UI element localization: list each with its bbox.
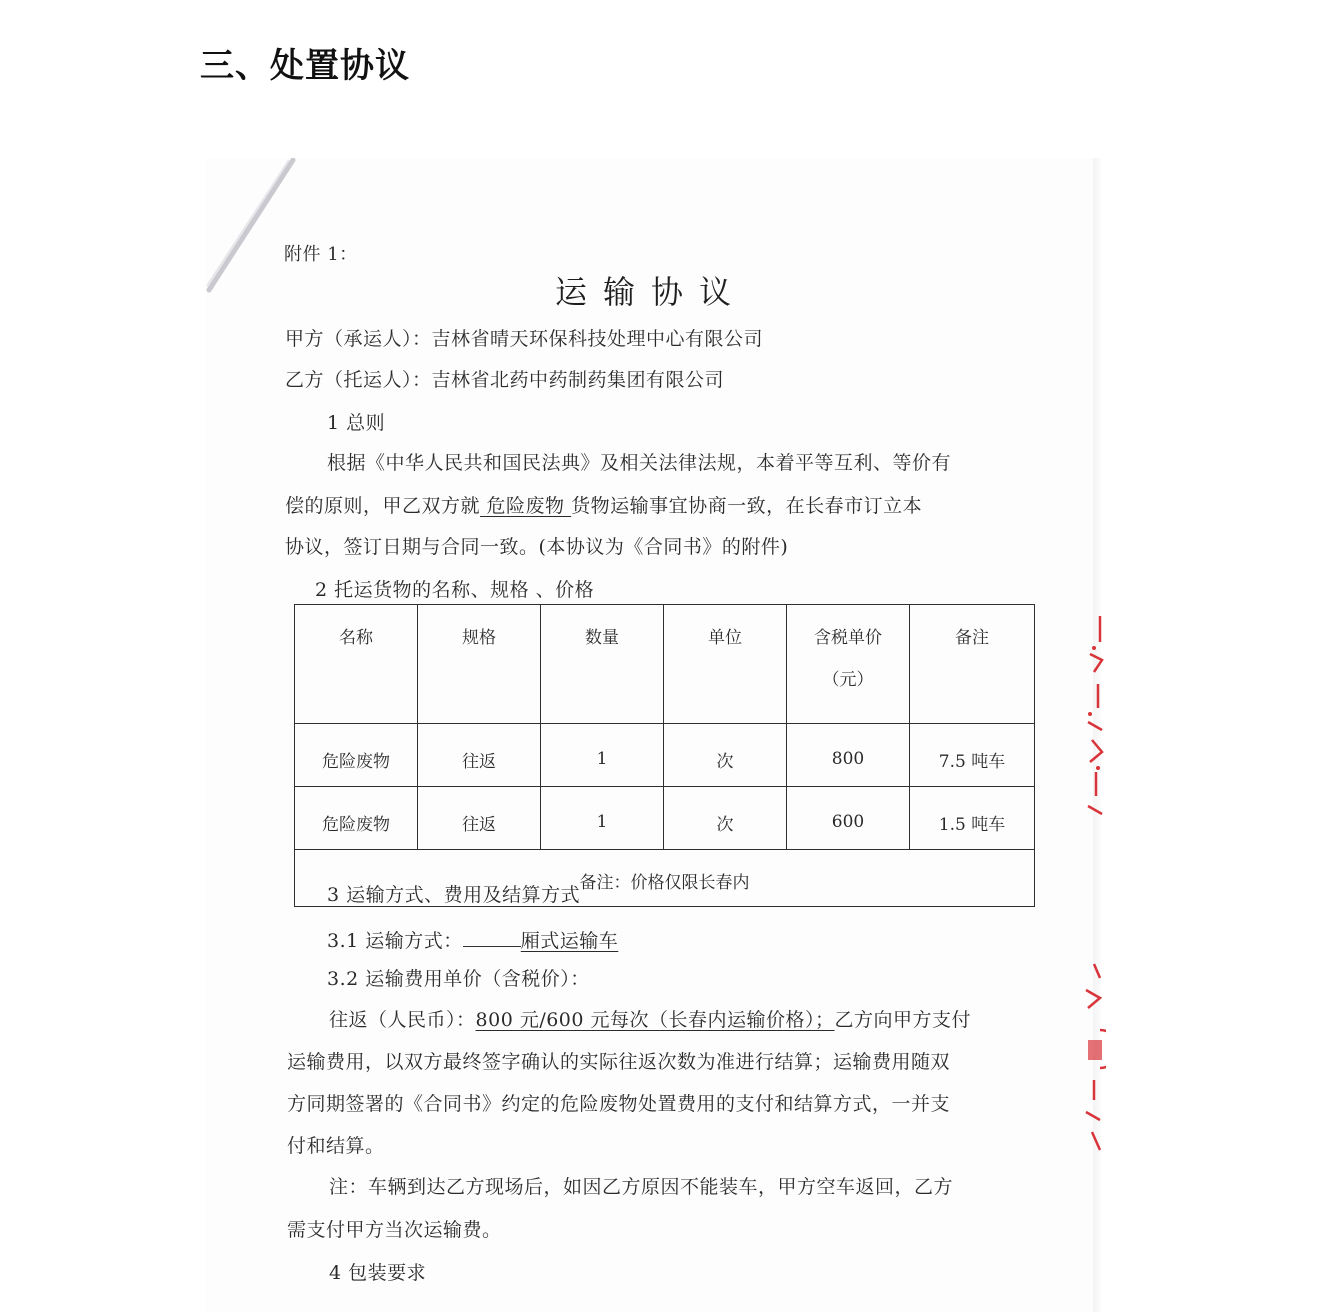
- transport-method-label: 3.1 运输方式：: [327, 930, 463, 952]
- partial-seal-lower: [1080, 960, 1106, 1160]
- table-cell: 1.5 吨车: [910, 787, 1035, 850]
- section-1-line-3: 协议，签订日期与合同一致。(本协议为《合同书》的附件): [285, 536, 789, 558]
- underline-blank: [463, 926, 521, 947]
- attachment-label: 附件 1：: [284, 244, 358, 265]
- fee-pre: 往返（人民币）：: [329, 1009, 476, 1031]
- fee-line-1: [329, 1008, 971, 1032]
- table-cell: 1: [541, 724, 664, 787]
- section-1-heading: 1 总则: [327, 412, 386, 434]
- section-3-heading: 3 运输方式、费用及结算方式: [327, 884, 581, 906]
- party-b-line: 乙方（托运人）：吉林省北药中药制药集团有限公司: [285, 369, 725, 391]
- section-3-1-line: [327, 926, 618, 953]
- goods-price-table: [294, 604, 1035, 907]
- table-cell: 危险废物: [295, 787, 418, 850]
- table-cell: 往返: [418, 724, 541, 787]
- fee-value: 800 元/600 元每次（长春内运输价格）；: [475, 1009, 835, 1031]
- document-title: 运输协议: [555, 273, 748, 311]
- table-cell: 800: [787, 724, 910, 787]
- fee-line-4: 付和结算。: [287, 1135, 385, 1157]
- table-cell: 600: [787, 787, 910, 850]
- table-cell: 危险废物: [295, 724, 418, 787]
- section-heading: 三、处置协议: [200, 46, 410, 86]
- table-row: [295, 724, 1035, 787]
- header-cell-name: 名称: [295, 605, 418, 724]
- header-cell-unit: 单位: [664, 605, 787, 724]
- table-footer-note: 备注：价格仅限长春内: [295, 850, 1035, 907]
- section-3-2-heading: 3.2 运输费用单价（含税价）：: [327, 968, 590, 990]
- partial-seal-upper: [1082, 612, 1106, 822]
- section-2-heading: 2 托运货物的名称、规格 、价格: [315, 579, 595, 601]
- note-line-2: 需支付甲方当次运输费。: [287, 1219, 502, 1241]
- table-cell: 次: [664, 724, 787, 787]
- table-cell: 1: [541, 787, 664, 850]
- table-cell: 往返: [418, 787, 541, 850]
- header-cell-quantity: 数量: [541, 605, 664, 724]
- note-line-1: 注：车辆到达乙方现场后，如因乙方原因不能装车，甲方空车返回，乙方: [329, 1176, 954, 1198]
- table-header-row: [295, 605, 1035, 724]
- header-cell-spec: 规格: [418, 605, 541, 724]
- section-1-line-2: [285, 494, 922, 518]
- table-cell: 7.5 吨车: [910, 724, 1035, 787]
- header-cell-remark: 备注: [910, 605, 1035, 724]
- scan-fold-mark: [205, 158, 305, 298]
- section-1-line-2-pre: 偿的原则，甲乙双方就: [285, 495, 481, 517]
- section-1-line-1: 根据《中华人民共和国民法典》及相关法律法规，本着平等互利、等价有: [327, 452, 952, 474]
- fee-line-3: 方同期签署的《合同书》约定的危险废物处置费用的支付和结算方式，一并支: [287, 1093, 951, 1115]
- transport-method-value: 厢式运输车: [520, 930, 619, 952]
- header-cell-unit-price: 含税单价 （元）: [787, 605, 910, 724]
- table-row: [295, 787, 1035, 850]
- party-a-line: 甲方（承运人）：吉林省晴天环保科技处理中心有限公司: [285, 328, 764, 350]
- table-cell: 次: [664, 787, 787, 850]
- fee-post: 乙方向甲方支付: [834, 1009, 972, 1031]
- goods-type-underlined: 危险废物: [480, 495, 572, 517]
- section-1-line-2-post: 货物运输事宜协商一致，在长春市订立本: [571, 495, 923, 517]
- section-4-heading: 4 包装要求: [329, 1262, 427, 1284]
- fee-line-2: 运输费用，以双方最终签字确认的实际往返次数为准进行结算；运输费用随双: [287, 1051, 951, 1073]
